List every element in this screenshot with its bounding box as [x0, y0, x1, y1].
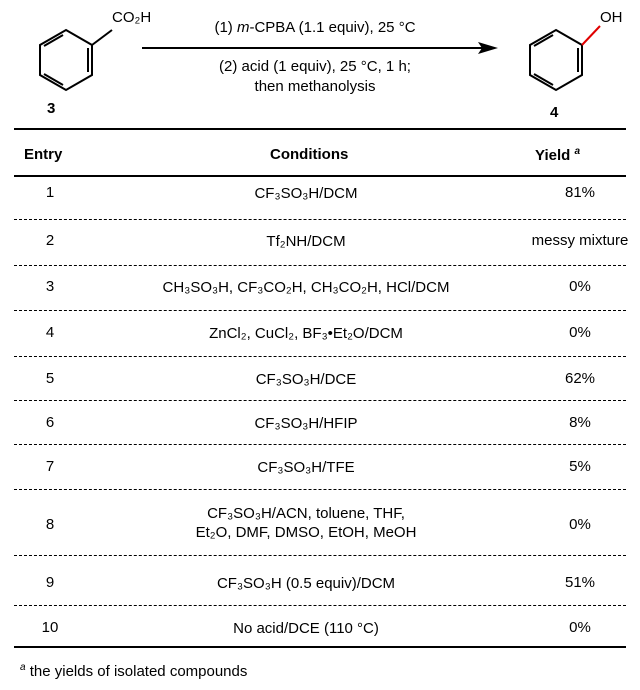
row-yield: 0% — [569, 516, 591, 533]
row-yield: messy mixture — [531, 232, 629, 249]
condition-step-1-prefix: (1) — [214, 19, 237, 36]
row-divider — [14, 444, 626, 445]
reactant-compound-number: 3 — [47, 100, 56, 117]
condition-line-2: (2) acid (1 equiv), 25 °C, 1 h; — [219, 58, 411, 75]
benzoic-acid-structure — [40, 30, 112, 90]
row-conditions: CF₃SO₃H/HFIP — [254, 415, 358, 432]
row-divider — [14, 555, 626, 556]
product-group-label: OH — [600, 9, 623, 26]
row-conditions-line-1: CF₃SO₃H/ACN, toluene, THF, — [207, 505, 405, 522]
row-divider — [14, 356, 626, 357]
row-entry: 8 — [45, 516, 55, 533]
row-entry: 10 — [41, 619, 59, 636]
header-entry: Entry — [24, 146, 63, 163]
condition-line-1 — [150, 18, 480, 37]
row-yield: 0% — [569, 278, 591, 295]
row-entry: 9 — [45, 574, 55, 591]
header-yield-footnote-mark: a — [574, 146, 581, 157]
product-compound-number: 4 — [550, 104, 559, 121]
row-conditions-line-2: Et₂O, DMF, DMSO, EtOH, MeOH — [195, 524, 417, 541]
footnote-text: the yields of isolated compounds — [25, 663, 248, 680]
row-divider — [14, 310, 626, 311]
row-divider — [14, 489, 626, 490]
row-divider — [14, 219, 626, 220]
condition-step-1-text: -CPBA (1.1 equiv), 25 °C — [249, 19, 416, 36]
phenol-structure — [530, 26, 600, 90]
row-conditions: CF₃SO₃H/DCE — [255, 371, 357, 388]
row-conditions: No acid/DCE (110 °C) — [233, 620, 379, 637]
row-conditions: CF₃SO₃H/DCM — [254, 185, 358, 202]
reactant-group-label: CO₂H — [112, 9, 152, 26]
condition-reagent-prefix: m — [236, 19, 250, 36]
reaction-scheme — [0, 0, 640, 128]
row-entry: 4 — [45, 324, 55, 341]
row-divider — [14, 400, 626, 401]
row-yield: 0% — [569, 619, 591, 636]
condition-line-3: then methanolysis — [254, 78, 376, 95]
row-conditions: Tf₂NH/DCM — [266, 233, 346, 250]
row-yield: 62% — [564, 370, 596, 387]
row-yield: 0% — [569, 324, 591, 341]
row-conditions: CF₃SO₃H/TFE — [257, 459, 355, 476]
row-yield: 8% — [569, 414, 591, 431]
row-divider — [14, 605, 626, 606]
table-header-rule — [14, 175, 626, 177]
footnote-mark: a — [20, 662, 26, 673]
row-entry: 6 — [45, 414, 55, 431]
table-top-rule — [14, 128, 626, 130]
row-entry: 7 — [45, 458, 55, 475]
row-conditions — [96, 504, 516, 542]
header-yield — [535, 146, 580, 164]
row-entry: 1 — [45, 184, 55, 201]
row-conditions: CF₃SO₃H (0.5 equiv)/DCM — [216, 575, 396, 592]
row-yield: 51% — [564, 574, 596, 591]
table-bottom-rule — [14, 646, 626, 648]
row-yield: 81% — [564, 184, 596, 201]
row-entry: 2 — [45, 232, 55, 249]
row-entry: 5 — [45, 370, 55, 387]
reaction-arrow — [142, 42, 498, 54]
header-yield-label: Yield — [535, 147, 571, 164]
row-yield: 5% — [569, 458, 591, 475]
header-conditions: Conditions — [270, 146, 349, 163]
row-entry: 3 — [45, 278, 55, 295]
row-divider — [14, 265, 626, 266]
table-footnote — [20, 662, 247, 680]
row-conditions: CH₃SO₃H, CF₃CO₂H, CH₃CO₂H, HCl/DCM — [162, 279, 450, 296]
row-conditions: ZnCl₂, CuCl₂, BF₃•Et₂O/DCM — [209, 325, 403, 342]
